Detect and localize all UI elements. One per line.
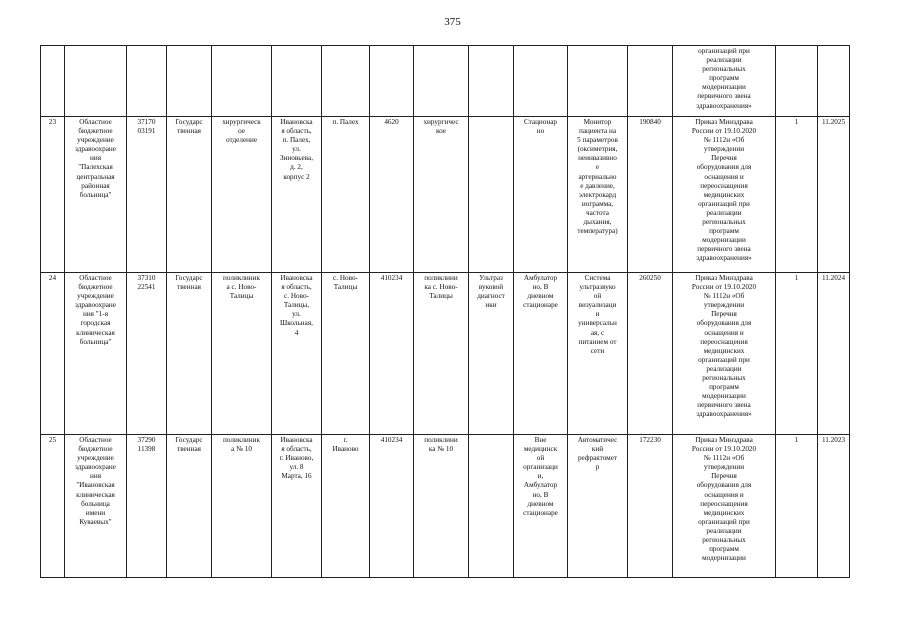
table-row	[41, 273, 850, 435]
cell-conditions: Стационар но	[514, 117, 568, 273]
cell-price: 260250	[628, 273, 673, 435]
cell-unit: поликлиник а с. Ново- Талицы	[212, 273, 272, 435]
cell-org: Областное бюджетное учреждение здравоохране ния "Ивановская клиническая больница имени Куваевых"	[65, 435, 127, 578]
cell-conditions	[514, 46, 568, 117]
table-row	[41, 435, 850, 578]
table-row	[41, 117, 850, 273]
cell-equipment: Система ультразвуко ой визуализаци и универсальн ая, с питанием от сети	[568, 273, 628, 435]
cell-form: Государс твенная	[167, 273, 212, 435]
cell-basis: Приказ Минздрава России от 19.10.2020 № 1112н «Об утверждении Перечня оборудования для оснащения и переоснащения медицинских организаций при реализации региональных программ модернизации первичного звена здравоохранения»	[673, 273, 776, 435]
cell-address: Ивановска я область, п. Палех, ул. Зиновьева, д. 2, корпус 2	[272, 117, 322, 273]
cell-code: 37170 03191	[127, 117, 167, 273]
cell-address: Ивановска я область, с. Ново- Талицы, ул. Школьная, 4	[272, 273, 322, 435]
page-number: 375	[444, 16, 461, 28]
cell-price: 190840	[628, 117, 673, 273]
cell-unit	[212, 46, 272, 117]
table-row	[41, 46, 850, 117]
cell-locality: с. Ново- Талицы	[322, 273, 370, 435]
cell-price: 172230	[628, 435, 673, 578]
cell-oktmo: 410234	[370, 435, 414, 578]
cell-qty: 1	[776, 273, 818, 435]
cell-profile	[469, 117, 514, 273]
cell-unit: поликлиник а № 10	[212, 435, 272, 578]
cell-basis: Приказ Минздрава России от 19.10.2020 № 1112н «Об утверждении Перечня оборудования для оснащения и переоснащения медицинских организаций при реализации региональных программ модернизации	[673, 435, 776, 578]
cell-num: 24	[41, 273, 65, 435]
cell-unit: хирургическ ое отделение	[212, 117, 272, 273]
cell-num: 23	[41, 117, 65, 273]
cell-form: Государс твенная	[167, 435, 212, 578]
cell-place: поликлини ка № 10	[414, 435, 469, 578]
cell-address: Ивановска я область, г. Иваново, ул. 8 Марта, 16	[272, 435, 322, 578]
cell-oktmo: 4620	[370, 117, 414, 273]
cell-basis: Приказ Минздрава России от 19.10.2020 № 1112н «Об утверждении Перечня оборудования для оснащения и переоснащения медицинских организаций при реализации региональных программ модернизации первичного звена здравоохранения»	[673, 117, 776, 273]
cell-equipment: Монитор пациента на 5 параметров (оксиметрия, неинвазивно е артериально е давление, электрокард иограмма, частота дыхания, температура)	[568, 117, 628, 273]
cell-place: хирургичес кое	[414, 117, 469, 273]
cell-oktmo	[370, 46, 414, 117]
cell-profile	[469, 435, 514, 578]
cell-code: 37290 11398	[127, 435, 167, 578]
cell-date: 11.2023	[818, 435, 850, 578]
cell-num: 25	[41, 435, 65, 578]
cell-place: поликлини ка с. Ново- Талицы	[414, 273, 469, 435]
equipment-table	[40, 45, 850, 578]
cell-basis: организаций при реализации региональных программ модернизации первичного звена здравоохранения»	[673, 46, 776, 117]
cell-locality	[322, 46, 370, 117]
cell-locality: г. Иваново	[322, 435, 370, 578]
cell-date	[818, 46, 850, 117]
cell-org	[65, 46, 127, 117]
cell-date: 11.2025	[818, 117, 850, 273]
cell-address	[272, 46, 322, 117]
cell-qty: 1	[776, 435, 818, 578]
cell-profile: Ультраз вуковой диагност ики	[469, 273, 514, 435]
cell-date: 11.2024	[818, 273, 850, 435]
cell-qty	[776, 46, 818, 117]
cell-place	[414, 46, 469, 117]
cell-conditions: Амбулатор но, В дневном стационаре	[514, 273, 568, 435]
cell-qty: 1	[776, 117, 818, 273]
cell-equipment: Автоматичес кий рефрактомет р	[568, 435, 628, 578]
cell-profile	[469, 46, 514, 117]
cell-code	[127, 46, 167, 117]
cell-num	[41, 46, 65, 117]
cell-oktmo: 410234	[370, 273, 414, 435]
cell-org: Областное бюджетное учреждение здравоохране ния "1-я городская клиническая больница"	[65, 273, 127, 435]
cell-locality: п. Палех	[322, 117, 370, 273]
cell-equipment	[568, 46, 628, 117]
cell-price	[628, 46, 673, 117]
cell-org: Областное бюджетное учреждение здравоохране ния "Палехская центральная районная больница"	[65, 117, 127, 273]
cell-conditions: Вне медицинск ой организаци и, Амбулатор но, В дневном стационаре	[514, 435, 568, 578]
cell-form	[167, 46, 212, 117]
cell-form: Государс твенная	[167, 117, 212, 273]
cell-code: 37310 22541	[127, 273, 167, 435]
